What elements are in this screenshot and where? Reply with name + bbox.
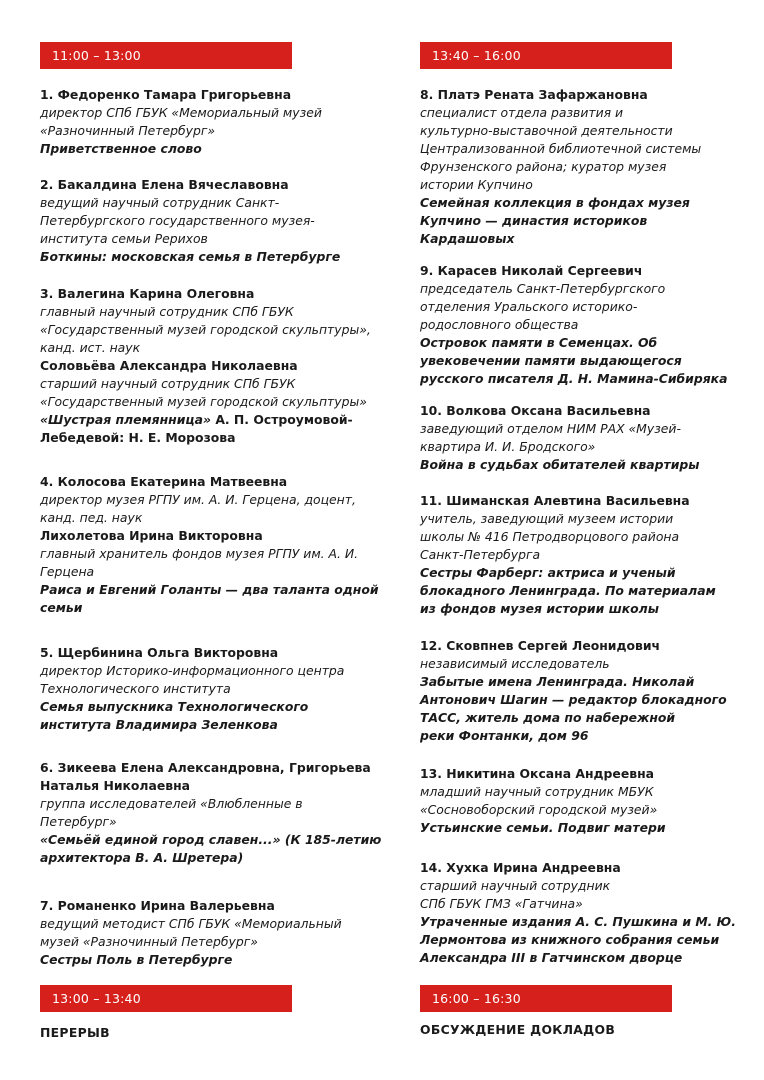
talk-entry-7: [40, 897, 385, 969]
talk-entry-9: [420, 262, 764, 388]
talk-entry-4: [40, 473, 385, 617]
speaker-name: 1. Федоренко Тамара Григорьевна: [40, 87, 292, 102]
speaker-name: 6. Зикеева Елена Александровна, Григорьева Наталья Николаевна: [40, 760, 371, 793]
speaker-role: главный научный сотрудник СПб ГБУК «Государственный музей городской скульптуры», канд. ист. наук: [40, 304, 371, 355]
talk-entry-3: [40, 285, 385, 447]
co-speaker-role: главный хранитель фондов музея РГПУ им. А. И. Герцена: [40, 546, 359, 579]
speaker-role: директор Историко-информационного центра Технологического института: [40, 663, 345, 696]
speaker-name: 11. Шиманская Алевтина Васильевна: [420, 493, 690, 508]
talk-entry-14: [420, 859, 764, 967]
talk-title-quote: «Шустрая племянница»: [40, 412, 211, 427]
speaker-name: 5. Щербинина Ольга Викторовна: [40, 645, 279, 660]
speaker-name: 12. Сковпнев Сергей Леонидович: [420, 638, 661, 653]
speaker-role: председатель Санкт-Петербургского отделения Уральского историко- родословного общества: [420, 281, 666, 332]
break-label: ПЕРЕРЫВ: [40, 1025, 110, 1040]
talk-title: Война в судьбах обитателей квартиры: [420, 457, 700, 472]
speaker-role: учитель, заведующий музеем истории школы № 416 Петродворцового района Санкт-Петербурга: [420, 511, 680, 562]
talk-entry-8: [420, 86, 764, 248]
talk-entry-5: [40, 644, 385, 734]
speaker-name: 9. Карасев Николай Сергеевич: [420, 263, 643, 278]
talk-title: Забытые имена Ленинграда. Николай Антонович Шагин — редактор блокадного ТАСС, житель дома по набережной реки Фонтанки, дом 96: [420, 674, 727, 743]
speaker-name: 8. Платэ Рената Зафаржановна: [420, 87, 648, 102]
talk-title: Семья выпускника Технологического института Владимира Зеленкова: [40, 699, 309, 732]
discussion-label: ОБСУЖДЕНИЕ ДОКЛАДОВ: [420, 1022, 616, 1037]
speaker-name: 4. Колосова Екатерина Матвеевна: [40, 474, 288, 489]
speaker-role: ведущий методист СПб ГБУК «Мемориальный музей «Разночинный Петербург»: [40, 916, 342, 949]
talk-entry-2: [40, 176, 385, 266]
co-speaker-name: Соловьёва Александра Николаевна: [40, 358, 298, 373]
speaker-role: директор музея РГПУ им. А. И. Герцена, доцент, канд. пед. наук: [40, 492, 356, 525]
time-slot-bar: 11:00 – 13:00: [40, 42, 292, 69]
break-time-bar: 13:00 – 13:40: [40, 985, 292, 1012]
speaker-name: 13. Никитина Оксана Андреевна: [420, 766, 654, 781]
talk-entry-6: [40, 759, 385, 867]
talk-title: Сестры Фарберг: актриса и ученый блокадного Ленинграда. По материалам из фондов музея истории школы: [420, 565, 716, 616]
talk-title: [40, 411, 385, 447]
speaker-name: 10. Волкова Оксана Васильевна: [420, 403, 651, 418]
speaker-role: младший научный сотрудник МБУК «Сосновоборский городской музей»: [420, 784, 658, 817]
talk-entry-12: [420, 637, 764, 745]
talk-title: «Семьёй единой город славен...» (К 185-летию архитектора В. А. Шретера): [40, 832, 382, 865]
talk-title: Семейная коллекция в фондах музея Купчино — династия историков Кардашовых: [420, 195, 690, 246]
talk-title: Боткины: московская семья в Петербурге: [40, 249, 341, 264]
talk-entry-11: [420, 492, 764, 618]
speaker-role: директор СПб ГБУК «Мемориальный музей «Разночинный Петербург»: [40, 105, 322, 138]
speaker-role: группа исследователей «Влюбленные в Петербург»: [40, 796, 303, 829]
speaker-name: 3. Валегина Карина Олеговна: [40, 286, 255, 301]
talk-title: Утраченные издания А. С. Пушкина и М. Ю. Лермонтова из книжного собрания семьи Александра III в Гатчинском дворце: [420, 914, 736, 965]
speaker-name: 7. Романенко Ирина Валерьевна: [40, 898, 275, 913]
speaker-name: 2. Бакалдина Елена Вячеславовна: [40, 177, 289, 192]
talk-title: Устьинские семьи. Подвиг матери: [420, 820, 666, 835]
speaker-role: ведущий научный сотрудник Санкт- Петербургского государственного музея- института семьи Рерихов: [40, 195, 315, 246]
talk-entry-13: [420, 765, 764, 837]
talk-title-rest: А. П. Остроумовой- Лебедевой: Н. Е. Морозова: [40, 412, 353, 445]
co-speaker-name: Лихолетова Ирина Викторовна: [40, 528, 263, 543]
time-slot-bar: 13:40 – 16:00: [420, 42, 672, 69]
talk-title: Приветственное слово: [40, 141, 202, 156]
talk-title: Островок памяти в Семенцах. Об увековечении памяти выдающегося русского писателя Д. Н. Мамина-Сибиряка: [420, 335, 728, 386]
speaker-name: 14. Хухка Ирина Андреевна: [420, 860, 621, 875]
talk-title: Раиса и Евгений Голанты — два таланта одной семьи: [40, 582, 379, 615]
speaker-role: специалист отдела развития и культурно-выставочной деятельности Централизованной библиотечной системы Фрунзенского района; куратор музея истории Купчино: [420, 105, 702, 192]
talk-entry-1: [40, 86, 385, 158]
co-speaker-role: старший научный сотрудник СПб ГБУК «Государственный музей городской скульптуры»: [40, 376, 367, 409]
talk-entry-10: [420, 402, 764, 474]
talk-title: Сестры Поль в Петербурге: [40, 952, 233, 967]
discussion-time-bar: 16:00 – 16:30: [420, 985, 672, 1012]
speaker-role: заведующий отделом НИМ РАХ «Музей- квартира И. И. Бродского»: [420, 421, 681, 454]
speaker-role: независимый исследователь: [420, 656, 610, 671]
speaker-role: старший научный сотрудник СПб ГБУК ГМЗ «Гатчина»: [420, 878, 611, 911]
